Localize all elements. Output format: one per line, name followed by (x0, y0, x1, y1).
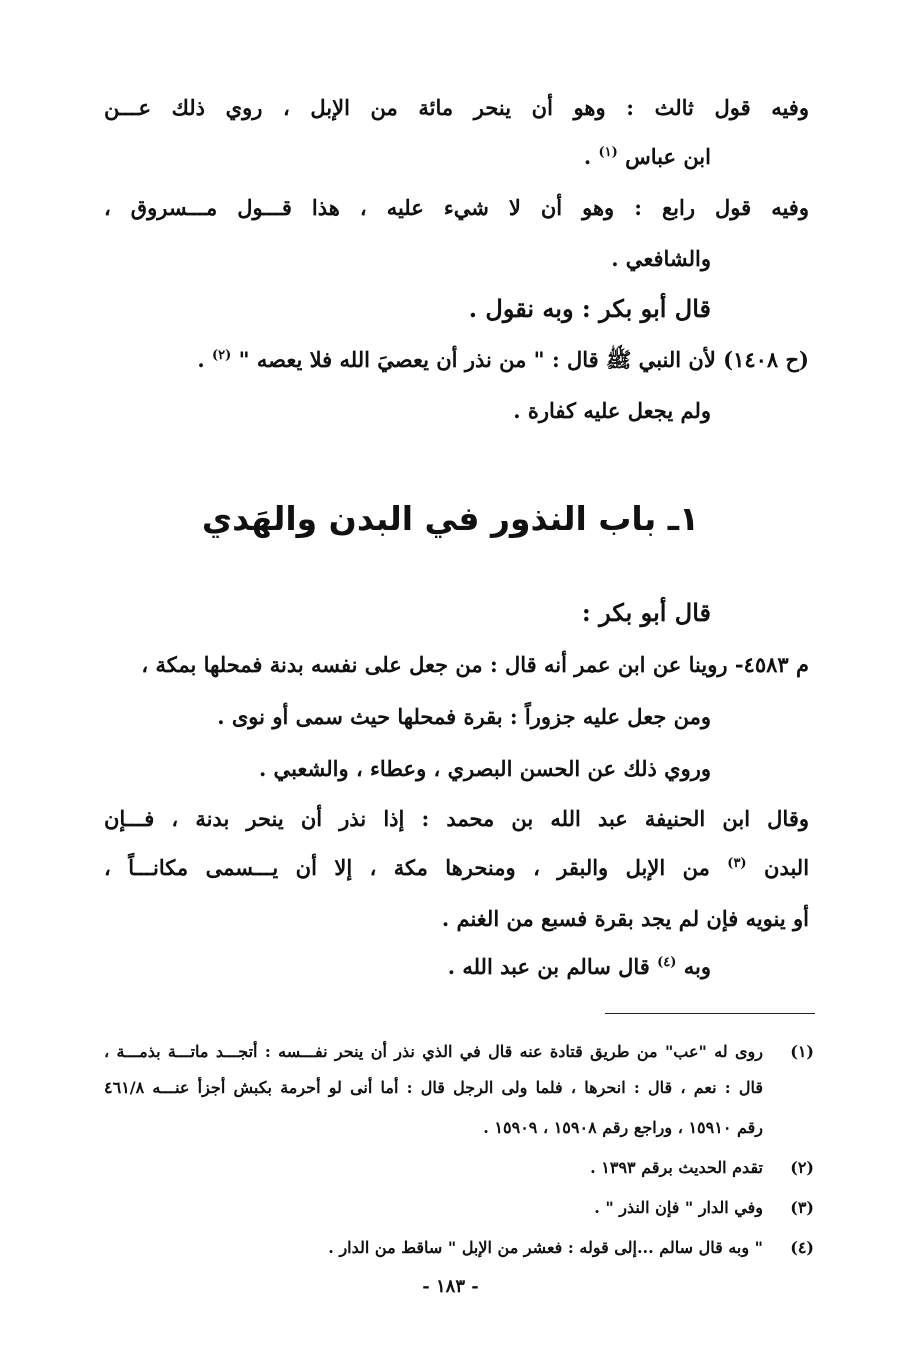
footnote-number: (٣) (790, 1198, 814, 1217)
paragraph-text: . (583, 144, 592, 169)
narration-text: من الإبل والبقر ، ومنحرها مكة ، إلا أن يـــسمى مكانـــاً ، (104, 855, 710, 880)
footnote-number: (٢) (790, 1158, 814, 1177)
footnote-text: رقم ١٥٩١٠ ، وراجع رقم ١٥٩٠٨ ، ١٥٩٠٩ . (483, 1118, 763, 1137)
footnote-text: قال : نعم ، قال : انحرها ، فلما ولى الرجل قال : أما أنى لو أحرمة بكبش أجزأ عنـــه ٤٦١/٨ (104, 1078, 763, 1097)
paragraph-text: ابن عباس (625, 144, 711, 169)
paragraph-line: والشافعي . (611, 246, 711, 271)
paragraph-line (584, 142, 711, 172)
narration-text: البدن (764, 855, 810, 880)
speaker-line: قال أبو بكر : وبه نقول . (468, 294, 711, 323)
footnote-text: " وبه قال سالم ...إلى قوله : فعشر من الإبل " ساقط من الدار . (328, 1238, 763, 1257)
hadith-line (197, 345, 809, 375)
hadith-text: (ح ١٤٠٨) لأن النبي ﷺ قال : " من نذر أن يعصيَ الله فلا يعصه " (238, 347, 809, 372)
footnote-text: وفي الدار " فإن النذر " . (594, 1198, 763, 1217)
footnote-number: (١) (790, 1042, 814, 1061)
narration-line: وقال ابن الحنيفة عبد الله بن محمد : إذا نذر أن ينحر بدنة ، فـــإن (104, 806, 809, 831)
footnote-text: تقدم الحديث برقم ١٣٩٣ . (590, 1158, 763, 1177)
narration-line: ومن جعل عليه جزوراً : بقرة فمحلها حيث سمى أو نوى . (217, 704, 711, 729)
narration-line: م ٤٥٨٣- روينا عن ابن عمر أنه قال : من جعل على نفسه بدنة فمحلها بمكة ، (141, 652, 809, 677)
footnote-divider (605, 1013, 815, 1014)
narration-line: وروي ذلك عن الحسن البصري ، وعطاء ، والشعبي . (258, 756, 711, 781)
page-number: - ١٨٣ - (422, 1276, 479, 1297)
footnote-ref: (٢) (212, 348, 232, 363)
paragraph-line: ولم يجعل عليه كفارة . (513, 398, 711, 423)
chapter-heading: ١ـ باب النذور في البدن والهَدي (201, 499, 700, 538)
speaker-line: قال أبو بكر : (581, 598, 711, 627)
paragraph-line: وفيه قول ثالث : وهو أن ينحر مائة من الإبل ، روي ذلك عـــن (104, 95, 809, 120)
footnote-ref: (٣) (727, 856, 747, 871)
narration-line (104, 853, 809, 883)
hadith-text-end: . (197, 347, 205, 372)
footnote-number: (٤) (790, 1238, 814, 1257)
narration-text: وبه (683, 954, 711, 979)
footnote-ref: (١) (598, 145, 618, 160)
paragraph-line: وفيه قول رابع : وهو أن لا شيء عليه ، هذا قـــول مـــسروق ، (104, 195, 809, 220)
footnote-ref: (٤) (657, 955, 677, 970)
narration-line (448, 952, 711, 982)
narration-line: أو ينويه فإن لم يجد بقرة فسبع من الغنم . (441, 906, 809, 931)
narration-text: قال سالم بن عبد الله . (447, 954, 650, 979)
footnote-text: روى له "عب" من طريق قتادة عنه قال في الذي نذر أن ينحر نفـــسه : أتجـــد ماتـــة بذمـــة ، (104, 1042, 764, 1061)
